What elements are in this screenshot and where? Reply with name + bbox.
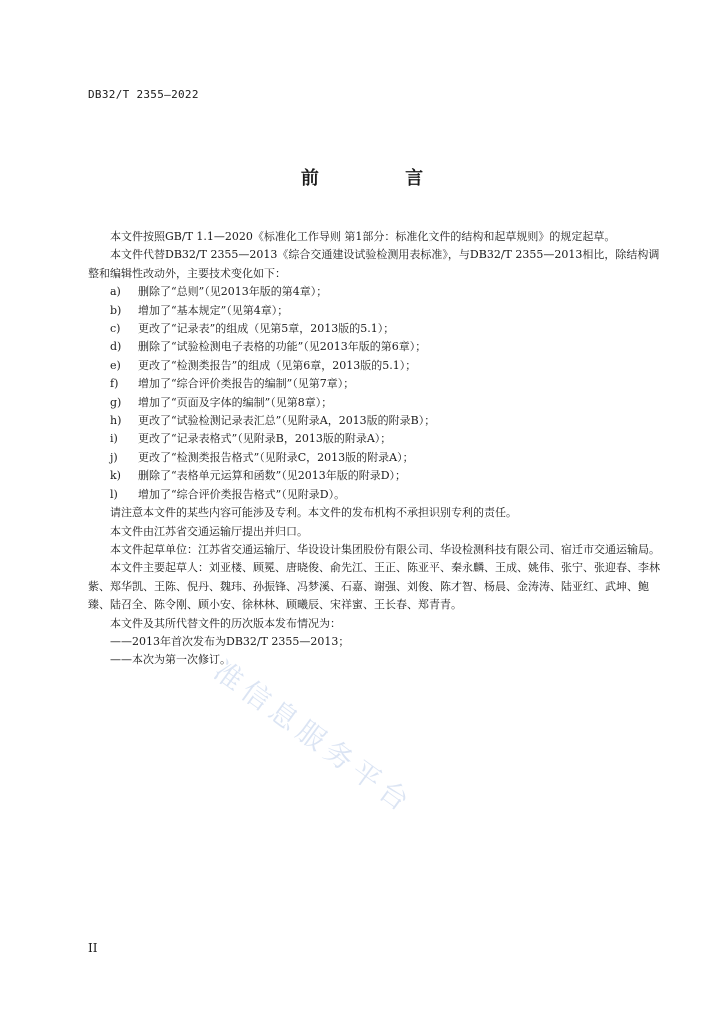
- list-marker: i): [110, 432, 118, 446]
- list-marker: f): [110, 377, 119, 391]
- list-item-text: 增加了“综合评价类报告的编制”（见第7章）；: [138, 377, 355, 391]
- list-marker: l): [110, 487, 118, 501]
- list-item: [88, 375, 660, 393]
- list-item-text: 更改了“检测类报告”的组成（见第6章，2013版的5.1）；: [138, 358, 417, 372]
- changes-list: [88, 283, 660, 504]
- list-marker: g): [110, 395, 122, 409]
- list-marker: b): [110, 303, 122, 317]
- intro-paragraph: 本文件按照GB/T 1.1—2020《标准化工作导则 第1部分：标准化文件的结构和起草规则》的规定起草。: [110, 230, 616, 243]
- list-marker: d): [110, 340, 122, 354]
- list-item: [88, 357, 660, 375]
- patent-notice: 请注意本文件的某些内容可能涉及专利。本文件的发布机构不承担识别专利的责任。: [110, 506, 517, 520]
- list-item: [88, 412, 660, 430]
- list-item-text: 增加了“页面及字体的编制”（见第8章）；: [138, 395, 333, 409]
- list-marker: e): [110, 358, 121, 372]
- proposer-paragraph: 本文件由江苏省交通运输厅提出并归口。: [110, 524, 308, 538]
- list-item-text: 更改了“试验检测记录表汇总”（见附录A，2013版的附录B）；: [138, 414, 436, 428]
- history-item: ——2013年首次发布为DB32/T 2355—2013；: [110, 634, 350, 648]
- list-item: [88, 320, 660, 338]
- page-number: II: [88, 941, 98, 955]
- history-item: ——本次为第一次修订。: [110, 653, 231, 667]
- list-item-text: 删除了“表格单元运算和函数”（见2013年版的附录D）；: [138, 469, 407, 483]
- list-item-text: 更改了“记录表格式”（见附录B，2013版的附录A）；: [138, 432, 392, 446]
- list-marker: j): [110, 450, 118, 464]
- list-marker: h): [110, 414, 122, 428]
- list-item-text: 更改了“检测类报告格式”（见附录C，2013版的附录A）；: [138, 450, 414, 464]
- list-item: [88, 394, 660, 412]
- list-item: [88, 430, 660, 448]
- list-item-text: 删除了“试验检测电子表格的功能”（见2013年版的第6章）；: [138, 340, 427, 354]
- list-marker: c): [110, 322, 121, 336]
- watermark: 准信息服务平台: [207, 654, 420, 821]
- standard-code: DB32/T 2355—2022: [88, 88, 199, 101]
- list-item-text: 更改了“记录表”的组成（见第5章，2013版的5.1）；: [138, 322, 395, 336]
- list-item: [88, 449, 660, 467]
- list-item: [88, 486, 660, 504]
- list-marker: k): [110, 469, 121, 483]
- intro-paragraph: 本文件代替DB32/T 2355—2013《综合交通建设试验检测用表标准》，与DB32/T 2355—2013相比，除结构调整和编辑性改动外，主要技术变化如下：: [88, 248, 660, 280]
- foreword-body: [88, 228, 660, 670]
- history-intro: 本文件及其所代替文件的历次版本发布情况为：: [110, 616, 341, 630]
- list-item-text: 删除了“总则”（见2013年版的第4章）；: [138, 285, 328, 299]
- list-item: [88, 338, 660, 356]
- list-item-text: 增加了“综合评价类报告格式”（见附录D）。: [138, 487, 346, 501]
- list-item-text: 增加了“基本规定”（见第4章）；: [138, 303, 289, 317]
- list-item: [88, 283, 660, 301]
- list-item: [88, 467, 660, 485]
- list-marker: a): [110, 285, 121, 299]
- drafting-units: 本文件起草单位：江苏省交通运输厅、华设设计集团股份有限公司、华设检测科技有限公司、宿迁市交通运输局。: [110, 542, 660, 556]
- drafters-list: 本文件主要起草人：刘亚楼、顾冕、唐晓俊、俞先江、王正、陈亚平、秦永麟、王成、姚伟、张宁、张迎春、李林紫、郑华凯、王陈、倪丹、魏玮、孙振锋、冯梦溪、石嘉、谢强、刘俊、陈才智、杨晨、金涛涛、陆亚红、武坤、鲍臻、陆召全、陈令刚、顾小安、徐林林、顾曦辰、宋祥蜜、王长春、郑青青。: [88, 561, 660, 612]
- list-item: [88, 302, 660, 320]
- page-title: 前 言: [300, 168, 464, 189]
